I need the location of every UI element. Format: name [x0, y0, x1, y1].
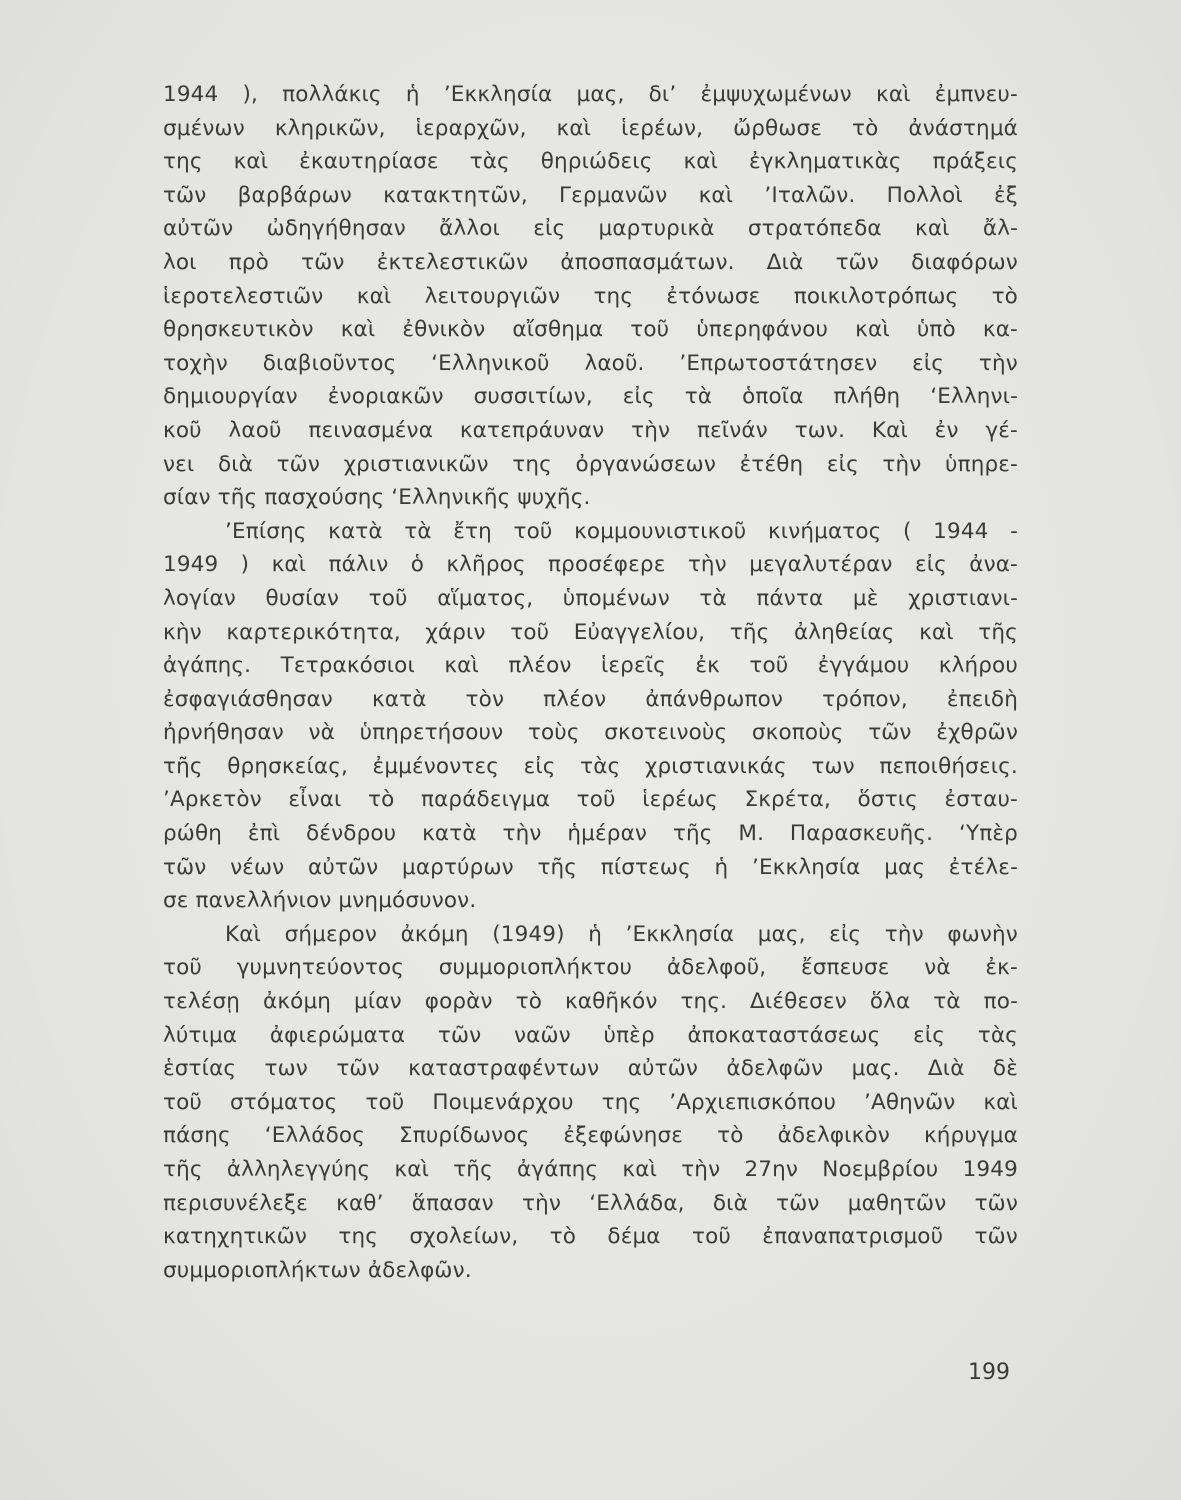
text-line: τῆς ἀλληλεγγύης καὶ τῆς ἀγάπης καὶ τὴν 27ην Νοεμβρίου 1949 — [163, 1157, 1018, 1182]
text-line: κατηχητικῶν της σχολείων, τὸ δέμα τοῦ ἐπαναπατρισμοῦ τῶν — [163, 1224, 1018, 1250]
text-line: σε πανελλήνιον μνημόσυνον. — [163, 888, 477, 914]
text-line: κοῦ λαοῦ πεινασμένα κατεπράυναν τὴν πεῖνάν των. Καὶ ἐν γέ- — [163, 417, 1018, 443]
text-line: ἠρνήθησαν νὰ ὑπηρετήσουν τοὺς σκοτεινοὺς σκοποὺς τῶν ἐχθρῶν — [163, 720, 1018, 746]
text-line: ἑστίας των τῶν καταστραφέντων αὐτῶν ἀδελφῶν μας. Διὰ δὲ — [163, 1056, 1018, 1082]
text-line: ἀγάπης. Τετρακόσιοι καὶ πλέον ἱερεῖς ἐκ τοῦ ἐγγάμου κλήρου — [163, 653, 1018, 679]
text-line: τῆς θρησκείας, ἐμμένοντες εἰς τὰς χριστιανικάς των πεποιθήσεις. — [163, 753, 1018, 779]
text-line: 1944 ), πολλάκις ἡ ’Εκκλησία μας, δι’ ἐμψυχωμένων καὶ ἐμπνευ- — [163, 82, 1018, 107]
text-line: λογίαν θυσίαν τοῦ αἵματος, ὑπομένων τὰ πάντα μὲ χριστιανι- — [163, 585, 1018, 611]
text-line: τοχὴν διαβιοῦντος ‘Ελληνικοῦ λαοῦ. ’Επρωτοστάτησεν εἰς τὴν — [163, 350, 1018, 376]
text-line: αὐτῶν ὠδηγήθησαν ἄλλοι εἰς μαρτυρικὰ στρατόπεδα καὶ ἄλ- — [163, 216, 1018, 242]
text-line: τοῦ γυμνητεύοντος συμμοριοπλήκτου ἀδελφοῦ, ἔσπευσε νὰ ἐκ- — [163, 955, 1018, 981]
text-line: τῶν νέων αὐτῶν μαρτύρων τῆς πίστεως ἡ ’Εκκλησία μας ἐτέλε- — [163, 854, 1018, 880]
text-line: ’Αρκετὸν εἶναι τὸ παράδειγμα τοῦ ἱερέως Σκρέτα, ὅστις ἐσταυ- — [163, 787, 1018, 813]
text-line: ’Επίσης κατὰ τὰ ἔτη τοῦ κομμουνιστικοῦ κινήματος ( 1944 - — [225, 518, 1018, 544]
text-line: νει διὰ τῶν χριστιανικῶν της ὀργανώσεων ἐτέθη εἰς τὴν ὑπηρε- — [163, 451, 1018, 477]
text-line: πάσης ‘Ελλάδος Σπυρίδωνος ἐξεφώνησε τὸ ἀδελφικὸν κήρυγμα — [163, 1123, 1018, 1149]
text-line: σίαν τῆς πασχούσης ‘Ελληνικῆς ψυχῆς. — [163, 485, 591, 511]
text-line: λύτιμα ἀφιερώματα τῶν ναῶν ὑπὲρ ἀποκαταστάσεως εἰς τὰς — [163, 1022, 1018, 1048]
text-line: συμμοριοπλήκτων ἀδελφῶν. — [163, 1257, 472, 1283]
body-text — [163, 78, 1018, 1287]
text-line: ἐσφαγιάσθησαν κατὰ τὸν πλέον ἀπάνθρωπον τρόπον, ἐπειδὴ — [163, 686, 1018, 712]
text-line: ἱεροτελεστιῶν καὶ λειτουργιῶν της ἐτόνωσε ποικιλοτρόπως τὸ — [163, 283, 1018, 309]
text-line: κὴν καρτερικότητα, χάριν τοῦ Εὐαγγελίου, τῆς ἀληθείας καὶ τῆς — [163, 619, 1018, 645]
text-line: τελέσῃ ἀκόμη μίαν φορὰν τὸ καθῆκόν της. Διέθεσεν ὅλα τὰ πο- — [163, 989, 1018, 1015]
text-line: θρησκευτικὸν καὶ ἐθνικὸν αἴσθημα τοῦ ὑπερηφάνου καὶ ὑπὸ κα- — [163, 317, 1018, 343]
text-line: 1949 ) καὶ πάλιν ὁ κλῆρος προσέφερε τὴν μεγαλυτέραν εἰς ἀνα- — [163, 552, 1018, 578]
text-line: σμένων κληρικῶν, ἱεραρχῶν, καὶ ἱερέων, ὤρθωσε τὸ ἀνάστημά — [163, 115, 1018, 141]
text-line: Καὶ σήμερον ἀκόμη (1949) ἡ ’Εκκλησία μας, εἰς τὴν φωνὴν — [225, 921, 1018, 947]
page-number: 199 — [968, 1360, 1010, 1385]
text-line: λοι πρὸ τῶν ἐκτελεστικῶν ἀποσπασμάτων. Διὰ τῶν διαφόρων — [163, 249, 1018, 275]
text-line: τοῦ στόματος τοῦ Ποιμενάρχου της ’Αρχιεπισκόπου ’Αθηνῶν καὶ — [163, 1089, 1018, 1115]
text-line: δημιουργίαν ἐνοριακῶν συσσιτίων, εἰς τὰ ὁποῖα πλήθη ‘Ελληνι- — [163, 384, 1018, 410]
text-line: τῶν βαρβάρων κατακτητῶν, Γερμανῶν καὶ ’Ιταλῶν. Πολλοὶ ἐξ — [163, 182, 1018, 208]
text-line: ρώθη ἐπὶ δένδρου κατὰ τὴν ἡμέραν τῆς Μ. Παρασκευῆς. ‘Υπὲρ — [163, 821, 1018, 847]
text-line: της καὶ ἐκαυτηρίασε τὰς θηριώδεις καὶ ἐγκληματικὰς πράξεις — [163, 149, 1018, 175]
text-line: περισυνέλεξε καθ’ ἅπασαν τὴν ‘Ελλάδα, διὰ τῶν μαθητῶν τῶν — [163, 1190, 1018, 1216]
